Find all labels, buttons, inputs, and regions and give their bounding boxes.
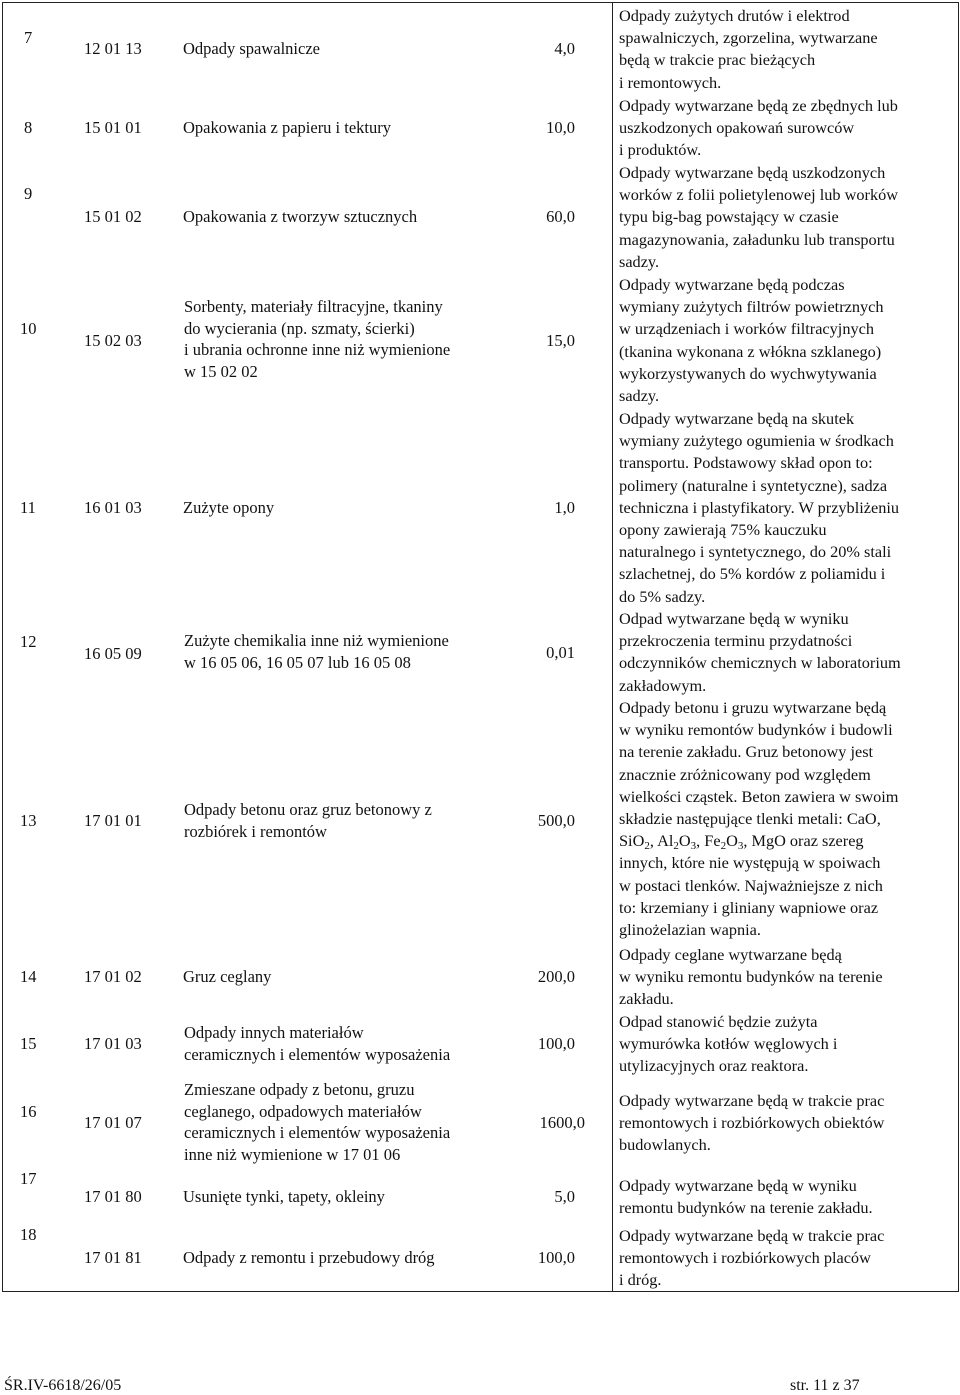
row-qty: 15,0 bbox=[546, 331, 575, 350]
column-divider bbox=[612, 2, 613, 1292]
row-lp: 17 bbox=[20, 1169, 37, 1188]
row-description: Odpady ceglane wytwarzane będą w wyniku remontu budynków na terenie zakładu. bbox=[619, 945, 883, 1009]
row-name: Opakowania z papieru i tektury bbox=[183, 118, 392, 137]
row-qty: 10,0 bbox=[546, 118, 575, 137]
table-border-left bbox=[2, 2, 3, 1292]
row-description: Odpady wytwarzane będą na skutek wymiany zużytego ogumienia w środkach transportu. Podstawowy skład opon to: polimery (naturalne i syntetyczne), sadza techniczna i plastyfikatory. W przybliżeniu opony zawierają 75% kauczuku naturalnego i syntetycznego, do 20% stali szlachetnej, do 5% kordów z poliamidu i do 5% sadzy. bbox=[619, 409, 900, 606]
row-qty: 0,01 bbox=[546, 643, 575, 662]
row-lp: 12 bbox=[20, 632, 37, 651]
row-description: Odpady zużytych drutów i elektrod spawalniczych, zgorzelina, wytwarzane będą w trakcie prac bieżących i remontowych. bbox=[619, 6, 878, 92]
row-code: 12 01 13 bbox=[84, 39, 142, 58]
row-description: Odpady wytwarzane będą ze zbędnych lub uszkodzonych opakowań surowców i produktów. bbox=[619, 96, 898, 160]
row-lp: 16 bbox=[20, 1102, 37, 1121]
row-code: 17 01 03 bbox=[84, 1034, 142, 1053]
row-description: Odpad wytwarzane będą w wyniku przekroczenia terminu przydatności odczynników chemicznych w laboratorium zakładowym. bbox=[619, 609, 901, 695]
row-qty: 1600,0 bbox=[539, 1113, 585, 1132]
row-description: Odpady wytwarzane będą podczas wymiany zużytych filtrów powietrznych w urządzeniach i worków filtracyjnych (tkanina wykonana z włókna szklanego) wykorzystywanych do wychwytywania sadzy. bbox=[619, 275, 884, 406]
row-lp: 7 bbox=[24, 28, 33, 47]
row-qty: 5,0 bbox=[554, 1187, 575, 1206]
row-lp: 9 bbox=[24, 184, 33, 203]
row-lp: 15 bbox=[20, 1034, 37, 1053]
row-name: Odpady spawalnicze bbox=[183, 39, 320, 58]
row-code: 15 01 02 bbox=[84, 207, 142, 226]
row-name: Gruz ceglany bbox=[183, 967, 272, 986]
table-border-top bbox=[2, 2, 958, 3]
row-code: 16 01 03 bbox=[84, 498, 142, 517]
row-lp: 14 bbox=[20, 967, 37, 986]
row-description: Odpady betonu i gruzu wytwarzane będą w wyniku remontów budynków i budowli na terenie zakładu. Gruz betonowy jest znacznie zróżnicowany pod względem wielkości cząstek. Beton zawiera w swoim składzie następujące tlenki metali: CaO, SiO$_2$, $Al_2O_3$, $Fe_2O_3$, MgO oraz szereg innych, które nie występują w spoiwach w postaci tlenków. Najważniejsze z nich to: krzemiany i gliniany wapniowe oraz glinożelazian wapnia. bbox=[619, 697, 959, 941]
row-qty: 4,0 bbox=[554, 39, 575, 58]
row-description: Odpady wytwarzane będą uszkodzonych worków z folii polietylenowej lub worków typu big-bag powstający w czasie magazynowania, załadunku lub transportu sadzy. bbox=[619, 163, 898, 271]
row-code: 17 01 81 bbox=[84, 1248, 142, 1267]
row-code: 17 01 07 bbox=[84, 1113, 142, 1132]
row-lp: 11 bbox=[20, 498, 36, 517]
row-code: 17 01 02 bbox=[84, 967, 142, 986]
row-qty: 1,0 bbox=[554, 498, 575, 517]
row-code: 15 01 01 bbox=[84, 118, 142, 137]
row-qty: 60,0 bbox=[546, 207, 575, 226]
row-name: Odpady betonu oraz gruz betonowy z rozbiórek i remontów bbox=[184, 800, 432, 841]
row-lp: 13 bbox=[20, 811, 37, 830]
row-name: Zużyte chemikalia inne niż wymienione w 16 05 06, 16 05 07 lub 16 05 08 bbox=[184, 631, 449, 672]
row-code: 17 01 01 bbox=[84, 811, 142, 830]
row-name: Opakowania z tworzyw sztucznych bbox=[183, 207, 418, 226]
row-lp: 10 bbox=[20, 319, 37, 338]
row-qty: 100,0 bbox=[537, 1248, 575, 1267]
row-lp: 8 bbox=[24, 118, 33, 137]
row-qty: 200,0 bbox=[537, 967, 575, 986]
document-reference: ŚR.IV-6618/26/05 bbox=[4, 1377, 122, 1394]
row-code: 17 01 80 bbox=[84, 1187, 142, 1206]
row-lp: 18 bbox=[20, 1225, 37, 1244]
row-description: Odpady wytwarzane będą w trakcie prac remontowych i rozbiórkowych obiektów budowlanych. bbox=[619, 1091, 885, 1155]
row-qty: 100,0 bbox=[537, 1034, 575, 1053]
row-name: Odpady z remontu i przebudowy dróg bbox=[183, 1248, 435, 1267]
row-qty: 500,0 bbox=[537, 811, 575, 830]
row-name: Odpady innych materiałów ceramicznych i elementów wyposażenia bbox=[184, 1023, 451, 1064]
row-name: Zmieszane odpady z betonu, gruzu ceglanego, odpadowych materiałów ceramicznych i elementów wyposażenia inne niż wymienione w 17 01 06 bbox=[184, 1080, 451, 1164]
row-description: Odpad stanowić będzie zużyta wymurówka kotłów węglowych i utylizacyjnych oraz reaktora. bbox=[619, 1012, 838, 1076]
page-number: str. 11 z 37 bbox=[790, 1377, 860, 1394]
row-description: Odpady wytwarzane będą w wyniku remontu budynków na terenie zakładu. bbox=[619, 1176, 873, 1218]
chemical-formula-line: SiO$_2$, $Al_2O_3$, $Fe_2O_3$, MgO oraz szereg bbox=[619, 831, 864, 853]
row-name: Sorbenty, materiały filtracyjne, tkaniny do wycierania (np. szmaty, ścierki) i ubrania ochronne inne niż wymienione w 15 02 02 bbox=[184, 297, 451, 381]
row-code: 16 05 09 bbox=[84, 644, 142, 663]
row-description: Odpady wytwarzane będą w trakcie prac remontowych i rozbiórkowych placów i dróg. bbox=[619, 1226, 885, 1290]
row-name: Zużyte opony bbox=[183, 498, 275, 517]
row-name: Usunięte tynki, tapety, okleiny bbox=[183, 1187, 385, 1206]
row-code: 15 02 03 bbox=[84, 331, 142, 350]
